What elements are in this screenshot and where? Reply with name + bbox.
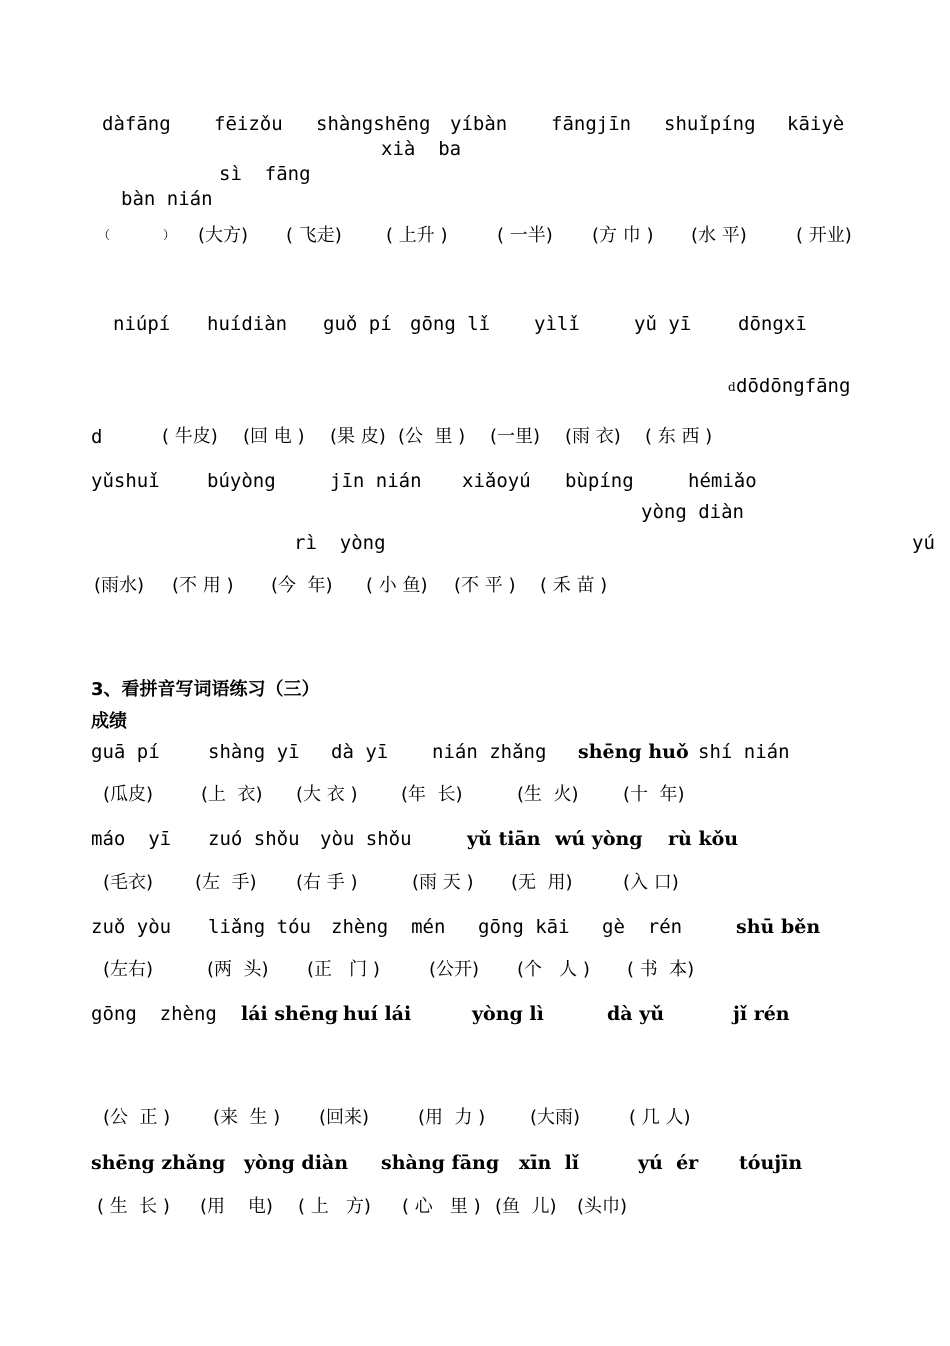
text-p5d: gōng lǐ [410, 313, 491, 335]
text-q3a: zuǒ yòu [91, 916, 172, 938]
text-p6b: dōdōngfāng [736, 375, 851, 397]
text-q2d: yǔ tiān [467, 828, 541, 850]
text-q4a: gōng zhèng [91, 1003, 217, 1025]
text-q5a: shēng zhǎng [91, 1152, 226, 1174]
text-p8a: yòng diàn [641, 501, 744, 523]
text-p1d: yíbàn [450, 113, 508, 135]
text-p5b: huídiàn [207, 313, 288, 335]
text-r5d: ( 心 里 ) [402, 1196, 481, 1217]
text-r1e: (生 火) [517, 784, 579, 805]
text-h3f: ( 禾 苗 ) [540, 575, 608, 596]
text-p5c: guǒ pí [323, 313, 392, 335]
text-p1g: kāiyè [787, 113, 845, 135]
text-p5a: niúpí [113, 313, 171, 335]
text-p7a: yǔshuǐ [91, 470, 160, 492]
text-r2c: (右 手 ) [296, 872, 358, 893]
text-q3c: zhèng mén [331, 916, 446, 938]
text-r3e: (个 人 ) [517, 959, 590, 980]
text-h1d: ( 飞走) [286, 225, 342, 246]
text-q5c: shàng fāng [381, 1152, 500, 1174]
text-h1g: (方 巾 ) [592, 225, 654, 246]
text-h3a: (雨水) [94, 575, 145, 596]
text-q2b: zuó shǒu [208, 828, 300, 850]
text-p5f: yǔ yī [634, 313, 692, 335]
text-h2b: ( 牛皮) [162, 426, 218, 447]
text-q2c: yòu shǒu [320, 828, 412, 850]
text-q1c: dà yī [331, 741, 389, 763]
text-h3b: (不 用 ) [172, 575, 234, 596]
text-h1c: (大方) [198, 225, 249, 246]
text-r2f: (入 口) [623, 872, 679, 893]
text-h2c: (回 电 ) [243, 426, 305, 447]
text-q4f: jǐ rén [733, 1003, 790, 1025]
text-r1f: (十 年) [623, 784, 685, 805]
text-h3c: (今 年) [271, 575, 333, 596]
text-q1e: shēng huǒ [578, 741, 689, 763]
text-h3d: ( 小 鱼) [366, 575, 428, 596]
text-r5e: (鱼 儿) [495, 1196, 557, 1217]
text-p7f: hémiǎo [688, 470, 757, 492]
text-q2f: rù kǒu [668, 828, 739, 850]
text-h1e: ( 上升 ) [386, 225, 448, 246]
text-q5e: yú ér [638, 1152, 699, 1174]
text-h1f: ( 一半) [497, 225, 553, 246]
text-p1e: fāngjīn [551, 113, 632, 135]
text-h2g: (雨 衣) [565, 426, 621, 447]
text-p7b: búyòng [207, 470, 276, 492]
text-q5b: yòng diàn [244, 1152, 349, 1174]
text-p5e: yìlǐ [534, 313, 580, 335]
text-h1b: ） [163, 228, 176, 242]
text-r2a: (毛衣) [103, 872, 154, 893]
text-q4d: yòng lì [472, 1003, 544, 1025]
text-r5c: ( 上 方) [298, 1196, 371, 1217]
text-p1b: fēizǒu [214, 113, 283, 135]
text-q1b: shàng yī [208, 741, 300, 763]
text-p9a: rì yòng [294, 532, 386, 554]
text-h1h: (水 平) [691, 225, 747, 246]
text-q3e: gè rén [602, 916, 683, 938]
text-q1a: guā pí [91, 741, 160, 763]
text-q1d: nián zhǎng [432, 741, 547, 763]
text-r4a: (公 正 ) [103, 1107, 171, 1128]
text-r1d: (年 长) [401, 784, 463, 805]
text-h3e: (不 平 ) [454, 575, 516, 596]
text-p9b: yú [912, 532, 935, 554]
text-r1b: (上 衣) [201, 784, 263, 805]
text-r4d: (用 力 ) [418, 1107, 486, 1128]
text-r3d: (公开) [429, 959, 480, 980]
text-q2e: wú yòng [555, 828, 643, 850]
text-h1i: ( 开业) [796, 225, 852, 246]
text-r4b: (来 生 ) [213, 1107, 281, 1128]
text-q3f: shū běn [736, 916, 821, 938]
text-h2e: (公 里 ) [398, 426, 466, 447]
text-p2a: xià ba [381, 138, 462, 160]
text-h2f: (一里) [490, 426, 541, 447]
text-r4f: ( 几 人) [629, 1107, 691, 1128]
text-q3b: liǎng tóu [208, 916, 311, 938]
text-q2a: máo yī [91, 828, 172, 850]
text-h2a: d [91, 426, 103, 448]
text-s3b: 成绩 [91, 711, 127, 732]
text-h1a: （ [98, 228, 111, 242]
text-p1c: shàngshēng [316, 113, 431, 135]
text-r3a: (左右) [103, 959, 154, 980]
text-q5f: tóujīn [739, 1152, 803, 1174]
text-p6a: d [728, 380, 736, 394]
text-p7c: jīn nián [330, 470, 422, 492]
text-r1c: (大 衣 ) [296, 784, 358, 805]
text-r5a: ( 生 长 ) [97, 1196, 170, 1217]
text-p7d: xiǎoyú [462, 470, 531, 492]
text-r5b: (用 电) [200, 1196, 273, 1217]
text-q4e: dà yǔ [607, 1003, 665, 1025]
text-r1a: (瓜皮) [103, 784, 154, 805]
text-q4c: huí lái [343, 1003, 412, 1025]
text-p1a: dàfāng [102, 113, 171, 135]
text-h2d: (果 皮) [330, 426, 386, 447]
text-r3b: (两 头) [207, 959, 269, 980]
text-q4b: lái shēng [241, 1003, 339, 1025]
text-r5f: (头巾) [577, 1196, 628, 1217]
text-p4a: bàn nián [121, 188, 213, 210]
text-r2e: (无 用) [511, 872, 573, 893]
text-r3c: (正 门 ) [307, 959, 380, 980]
text-r2d: (雨 天 ) [412, 872, 474, 893]
text-r4e: (大雨) [530, 1107, 581, 1128]
text-r3f: ( 书 本) [627, 959, 695, 980]
text-p1f: shuǐpíng [664, 113, 756, 135]
text-p5g: dōngxī [738, 313, 807, 335]
text-q1f: shí nián [698, 741, 790, 763]
text-p3a: sì fāng [219, 163, 311, 185]
text-s3: 3、看拼音写词语练习（三） [91, 679, 320, 700]
text-h2h: ( 东 西 ) [645, 426, 713, 447]
text-q5d: xīn lǐ [519, 1152, 580, 1174]
text-r4c: (回来) [319, 1107, 370, 1128]
text-p7e: bùpíng [565, 470, 634, 492]
text-r2b: (左 手) [195, 872, 257, 893]
text-q3d: gōng kāi [478, 916, 570, 938]
